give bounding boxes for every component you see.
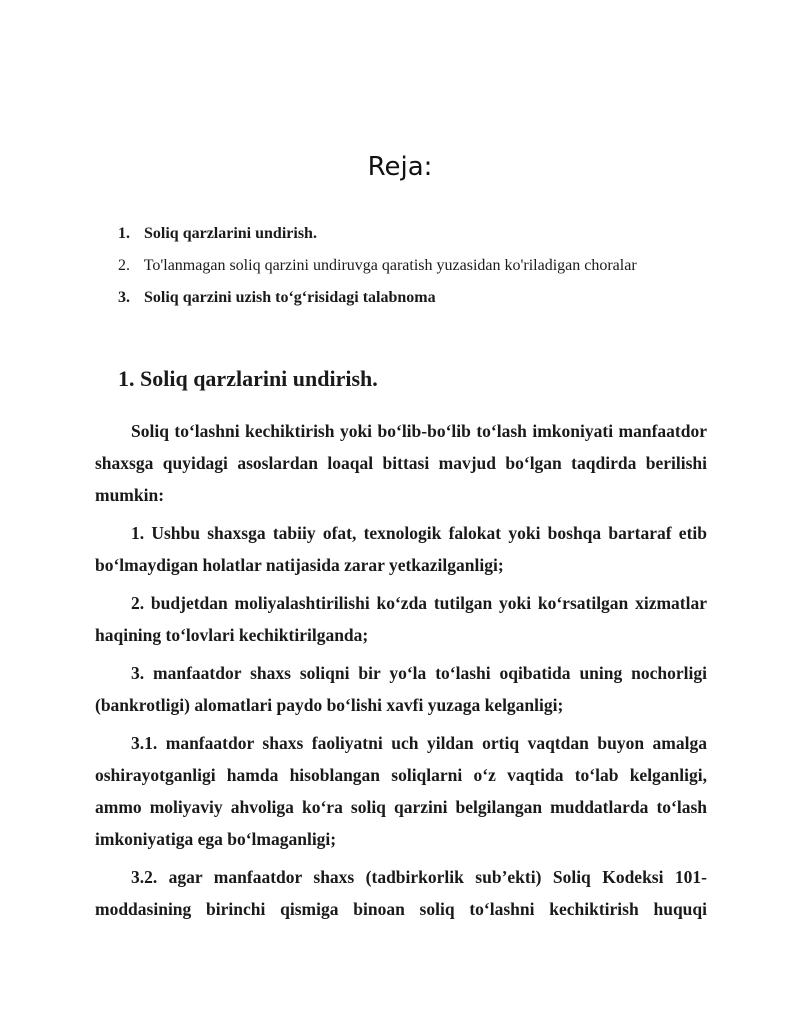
plan-item-3	[118, 286, 637, 318]
plan-item-text: Soliq qarzlarini undirish.	[144, 225, 317, 242]
paragraph: Soliq to‘lashni kechiktirish yoki bo‘lib-bo‘lib to‘lash imkoniyati manfaatdor shaxsga quyidagi asoslardan loaqal bittasi mavjud bo‘lgan taqdirda berilishi mumkin:	[95, 421, 707, 505]
plan-item-1	[118, 222, 637, 254]
plan-item-text: To'lanmagan soliq qarzini undiruvga qaratish yuzasidan ko'riladigan choralar	[143, 257, 637, 274]
paragraph: 1. Ushbu shaxsga tabiiy ofat, texnologik falokat yoki boshqa bartaraf etib bo‘lmaydigan holatlar natijasida zarar yetkazilganligi;	[95, 523, 707, 575]
section-heading: 1. Soliq qarzlarini undirish.	[118, 366, 378, 391]
plan-item-text: Soliq qarzini uzish to‘g‘risidagi talabnoma	[144, 289, 436, 306]
paragraph: 3. manfaatdor shaxs soliqni bir yo‘la to‘lashi oqibatida uning nochorligi (bankrotligi) alomatlari paydo bo‘lishi xavfi yuzaga kelganligi;	[95, 663, 707, 715]
paragraph: 3.1. manfaatdor shaxs faoliyatni uch yildan ortiq vaqtdan buyon amalga oshirayotganligi hamda hisoblangan soliqlarni o‘z vaqtida to‘lab kelganligi, ammo moliyaviy ahvoliga ko‘ra soliq qarzini belgilangan muddatlarda to‘lash imkoniyatiga ega bo‘lmaganligi;	[95, 733, 707, 849]
plan-item-2	[118, 254, 637, 286]
plan-item-number: 1.	[118, 225, 130, 242]
plan-item-number: 3.	[118, 289, 130, 306]
plan-list	[118, 222, 637, 318]
paragraph: 3.2. agar manfaatdor shaxs (tadbirkorlik sub’ekti) Soliq Kodeksi 101-moddasining birinchi qismiga binoan soliq to‘lashni kechiktirish huquqi	[95, 867, 707, 919]
plan-title: Reja:	[367, 152, 433, 182]
body-text	[95, 415, 707, 931]
paragraph: 2. budjetdan moliyalashtirilishi ko‘zda tutilgan yoki ko‘rsatilgan xizmatlar haqining to‘lovlari kechiktirilganda;	[95, 593, 707, 645]
plan-item-number: 2.	[118, 257, 130, 274]
